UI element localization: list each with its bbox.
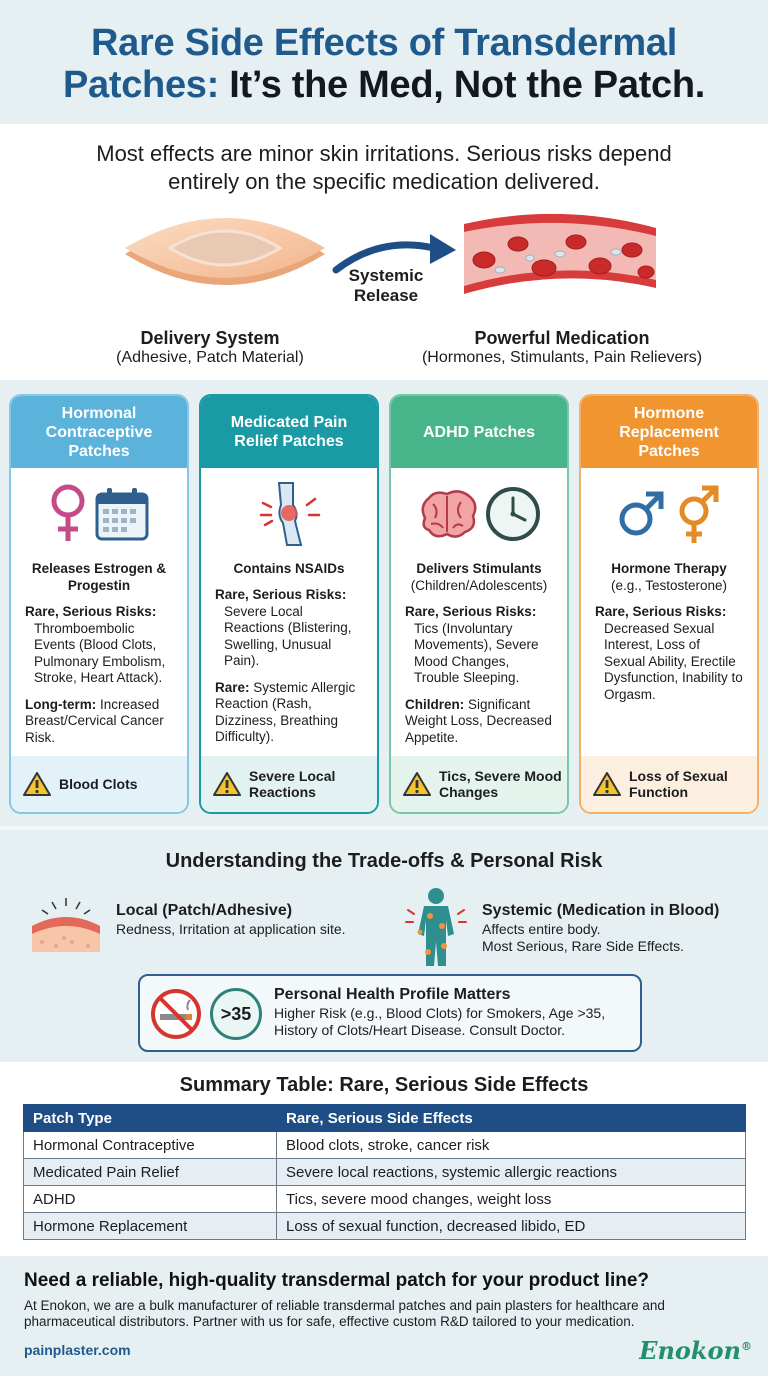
card-icons	[581, 468, 757, 560]
powerful-medication-sub: (Hormones, Stimulants, Pain Relievers)	[421, 349, 703, 366]
age-badge-label: >35	[220, 1003, 252, 1024]
warning-icon	[23, 771, 51, 797]
card-icons	[391, 468, 567, 560]
table-row	[24, 1213, 746, 1240]
card-title: Hormonal Contraceptive Patches	[11, 396, 187, 468]
card-footer	[581, 756, 757, 812]
systemic-release-label	[336, 266, 436, 306]
card-hormonal-contraceptive	[9, 394, 189, 814]
table-header-cell: Rare, Serious Side Effects	[277, 1105, 746, 1132]
table-row	[24, 1186, 746, 1213]
card-adhd	[389, 394, 569, 814]
powerful-medication-title: Powerful Medication	[474, 328, 650, 348]
table-cell: Tics, severe mood changes, weight loss	[277, 1186, 746, 1213]
warning-icon	[593, 771, 621, 797]
skin-irritation-icon	[30, 894, 102, 956]
logo-mark: ®	[741, 1340, 752, 1353]
brain-icon	[417, 488, 479, 540]
table-row	[24, 1132, 746, 1159]
card-footer-label: Blood Clots	[59, 776, 138, 792]
card-subtitle-bold: Delivers Stimulants	[416, 561, 542, 576]
card-footer	[11, 756, 187, 812]
logo-text: Enokon	[639, 1336, 741, 1365]
summary-section	[0, 1062, 768, 1256]
arrow-label-2: Release	[353, 286, 419, 305]
patch-illustration-icon	[115, 204, 335, 314]
delivery-system-label	[60, 328, 360, 368]
table-cell: ADHD	[24, 1186, 277, 1213]
table-row	[24, 1159, 746, 1186]
table-cell: Severe local reactions, systemic allergic reactions	[277, 1159, 746, 1186]
warning-icon	[213, 771, 241, 797]
local-title: Local (Patch/Adhesive)	[116, 902, 293, 919]
risk-label: Long-term:	[25, 696, 97, 712]
card-subtitle-bold: Contains NSAIDs	[233, 561, 345, 576]
personal-health-profile-box	[138, 974, 642, 1052]
card-risk-2	[11, 697, 187, 747]
table-cell: Loss of sexual function, decreased libido, ED	[277, 1213, 746, 1240]
tradeoffs-title: Understanding the Trade-offs & Personal Risk	[165, 850, 603, 872]
knee-joint-pain-icon	[249, 479, 329, 549]
risk-text: Systemic Allergic Reaction (Rash, Dizziness, Breathing Difficulty).	[215, 679, 356, 744]
card-subtitle	[581, 560, 757, 594]
card-subtitle	[391, 560, 567, 594]
card-footer-label: Severe Local Reactions	[249, 768, 336, 800]
warning-icon	[403, 771, 431, 797]
card-icons	[201, 468, 377, 560]
local-text: Redness, Irritation at application site.	[116, 921, 346, 937]
header	[0, 0, 768, 124]
card-risk-2	[391, 697, 567, 747]
card-medicated-pain-relief	[199, 394, 379, 814]
risk-text: Increased Breast/Cervical Cancer Risk.	[25, 696, 164, 745]
footer-headline: Need a reliable, high-quality transdermal patch for your product line?	[24, 1270, 649, 1291]
footer-cta	[0, 1256, 768, 1376]
systemic-effects	[482, 902, 762, 955]
footer-body: At Enokon, we are a bulk manufacturer of reliable transdermal patches and pain plasters for healthcare and pharmaceutical distributors. Partner with us for safe, effective custom R&D tailored to your medication.	[24, 1298, 665, 1329]
card-risk-1	[201, 587, 377, 670]
card-risk-1	[581, 604, 757, 703]
profile-text-block	[274, 986, 640, 1039]
arrow-label-1: Systemic	[348, 266, 424, 285]
tradeoffs-section	[0, 826, 768, 1062]
card-hormone-replacement	[579, 394, 759, 814]
risk-text: Thromboembolic Events (Blood Clots, Pulmonary Embolism, Stroke, Heart Attack).	[34, 620, 166, 685]
blood-vessel-icon	[460, 210, 660, 306]
risk-label: Rare, Serious Risks:	[405, 604, 537, 619]
risk-label: Rare, Serious Risks:	[595, 604, 727, 619]
card-subtitle-bold: Hormone Therapy	[611, 561, 727, 576]
intro-lead	[0, 140, 768, 196]
risk-text: Tics (Involuntary Movements), Severe Mood Changes, Trouble Sleeping.	[414, 620, 539, 685]
transgender-symbol-icon	[672, 483, 722, 545]
delivery-system-sub: (Adhesive, Patch Material)	[116, 349, 304, 366]
card-footer-label: Loss of Sexual Function	[629, 768, 728, 800]
intro-lead-line-2: entirely on the specific medication delivered.	[168, 169, 600, 194]
card-footer	[201, 756, 377, 812]
risk-label: Children:	[405, 696, 465, 712]
risk-text: Decreased Sexual Interest, Loss of Sexual Ability, Erectile Dysfunction, Inability to Orgasm.	[604, 620, 743, 702]
table-cell: Medicated Pain Relief	[24, 1159, 277, 1186]
card-title: ADHD Patches	[391, 396, 567, 468]
card-risk-1	[391, 604, 567, 687]
card-risk-1	[11, 604, 187, 687]
card-footer-label: Tics, Severe Mood Changes	[439, 768, 562, 800]
male-symbol-icon	[616, 489, 666, 539]
risk-label: Rare, Serious Risks:	[215, 587, 347, 602]
card-subtitle-plain: (Children/Adolescents)	[410, 578, 548, 593]
intro-section	[0, 124, 768, 380]
card-subtitle-bold: Releases Estrogen & Progestin	[31, 561, 167, 593]
patch-types-section	[0, 380, 768, 826]
card-title: Medicated Pain Relief Patches	[201, 396, 377, 468]
clock-icon	[485, 486, 541, 542]
page-title-line-2	[0, 64, 768, 106]
profile-text: Higher Risk (e.g., Blood Clots) for Smokers, Age >35, History of Clots/Heart Disease. Consult Doctor.	[274, 1005, 606, 1038]
card-risk-2	[201, 680, 377, 746]
card-subtitle-plain: (e.g., Testosterone)	[610, 578, 728, 593]
systemic-text-2: Most Serious, Rare Side Effects.	[482, 938, 685, 954]
body-systemic-icon	[404, 886, 468, 968]
summary-table	[23, 1104, 746, 1240]
table-header-row	[24, 1105, 746, 1132]
table-cell: Blood clots, stroke, cancer risk	[277, 1132, 746, 1159]
delivery-system-title: Delivery System	[140, 328, 280, 348]
summary-title: Summary Table: Rare, Serious Side Effects	[179, 1074, 589, 1096]
risk-label: Rare:	[215, 679, 250, 695]
profile-title: Personal Health Profile Matters	[274, 986, 511, 1003]
enokon-logo	[639, 1336, 752, 1365]
website-link[interactable]: painplaster.com	[24, 1342, 131, 1358]
card-icons	[11, 468, 187, 560]
page-title-line-1: Rare Side Effects of Transdermal	[91, 22, 677, 64]
table-cell: Hormone Replacement	[24, 1213, 277, 1240]
risk-text: Severe Local Reactions (Blistering, Swelling, Unusual Pain).	[224, 603, 352, 668]
card-footer	[391, 756, 567, 812]
calendar-icon	[94, 486, 150, 542]
card-subtitle	[11, 560, 187, 594]
title-blue-part: Patches:	[62, 64, 230, 106]
title-dark-part: It’s the Med, Not the Patch.	[229, 64, 706, 106]
powerful-medication-label	[392, 328, 732, 368]
age-badge	[210, 988, 262, 1040]
card-title: Hormone Replacement Patches	[581, 396, 757, 468]
intro-lead-line-1: Most effects are minor skin irritations. Serious risks depend	[96, 141, 672, 166]
risk-text: Significant Weight Loss, Decreased Appetite.	[405, 696, 552, 745]
female-symbol-icon	[48, 483, 88, 545]
systemic-text-1: Affects entire body.	[482, 921, 601, 937]
card-subtitle	[201, 560, 377, 577]
systemic-title: Systemic (Medication in Blood)	[482, 902, 720, 919]
risk-label: Rare, Serious Risks:	[25, 604, 157, 619]
local-effects	[116, 902, 386, 938]
table-header-cell: Patch Type	[24, 1105, 277, 1132]
no-smoking-icon	[150, 988, 202, 1040]
table-cell: Hormonal Contraceptive	[24, 1132, 277, 1159]
